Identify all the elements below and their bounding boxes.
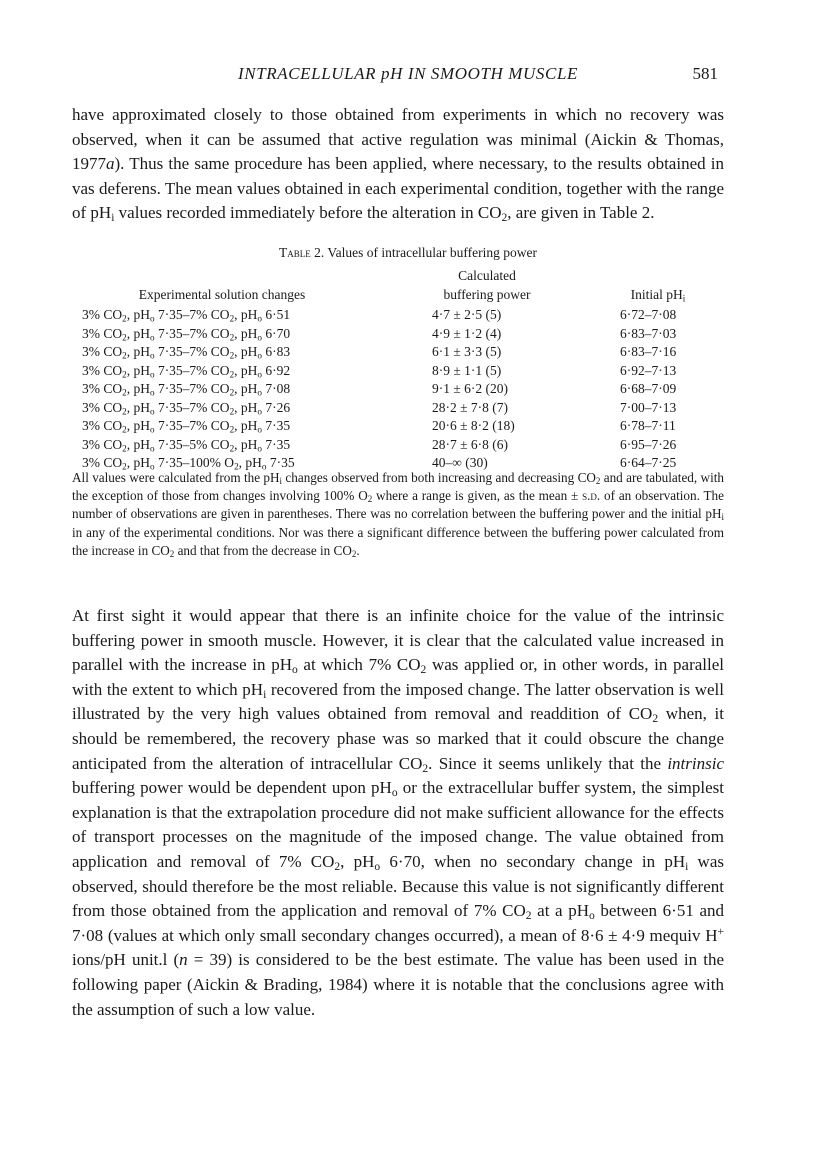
cell-buffering-power: 4·7 ± 2·5 (5)	[432, 307, 502, 322]
column-header-buffering-power: Calculated buffering power	[443, 268, 531, 302]
running-head-title: INTRACELLULAR pH IN SMOOTH MUSCLE	[238, 64, 578, 83]
table-row	[72, 417, 724, 436]
cell-initial-ph: 6·68–7·09	[620, 381, 677, 396]
cell-solution-change: 3% $CO_2$, $pH_o$ 7·35–7% $CO_2$, $pH_o$ 6·70	[82, 325, 291, 342]
table-row	[72, 325, 724, 344]
column-header-solution-changes: Experimental solution changes	[138, 287, 306, 302]
column-header-initial-ph: Initial $pH_i$	[630, 287, 686, 304]
table-row	[72, 306, 724, 325]
table-row	[72, 362, 724, 381]
cell-initial-ph: 6·83–7·16	[620, 344, 677, 359]
cell-solution-change: 3% $CO_2$, $pH_o$ 7·35–7% $CO_2$, $pH_o$ 6·92	[82, 362, 291, 379]
cell-initial-ph: 6·78–7·11	[620, 418, 676, 433]
cell-buffering-power: 28·2 ± 7·8 (7)	[432, 399, 509, 415]
cell-buffering-power: 28·7 ± 6·8 (6)	[432, 436, 509, 452]
table-header-row	[72, 266, 724, 306]
cell-buffering-power: 20·6 ± 8·2 (18)	[432, 418, 515, 433]
table-caption: Table 2. Values of intracellular buffering power	[278, 245, 538, 260]
buffering-power-table	[72, 266, 724, 473]
cell-initial-ph: 6·92–7·13	[620, 362, 677, 378]
paragraph-intro: have approximated closely to those obtained from experiments in which no recovery was observed, when it can be assumed that active regulation was minimal (Aickin & Thomas, 1977a). Thus the same procedure has been applied, where necessary, to the results obtained in vas deferens. The mean values obtained in each experimental condition, together with the range of $pH_i$ values recorded immediately before the alteration in $CO_2$, are given in Table 2.	[72, 105, 724, 225]
cell-solution-change: 3% $CO_2$, $pH_o$ 7·35–7% $CO_2$, $pH_o$ 7·35	[82, 418, 291, 435]
cell-solution-change: 3% $CO_2$, $pH_o$ 7·35–7% $CO_2$, $pH_o$ 6·83	[82, 344, 291, 361]
table-body	[72, 306, 724, 473]
table-footnote: All values were calculated from the $pH_i$ changes observed from both increasing and decreasing $CO_2$ and are tabulated, with the exception of those from changes involving 100% $O_2$ where a range is given, as the mean ± s.d. of an observation. The number of observations are given in parentheses. There was no correlation between the buffering power and the initial $pH_i$ in any of the experimental conditions. Nor was there a significant difference between the buffering power calculated from the increase in $CO_2$ and that from the decrease in $CO_2$.	[72, 470, 724, 560]
cell-solution-change: 3% $CO_2$, $pH_o$ 7·35–7% $CO_2$, $pH_o$ 7·08	[82, 381, 291, 398]
cell-buffering-power: 6·1 ± 3·3 (5)	[432, 344, 502, 359]
table-row	[72, 380, 724, 399]
cell-solution-change: 3% $CO_2$, $pH_o$ 7·35–100% $O_2$, $pH_o$ 7·35	[82, 455, 295, 472]
paragraph-discussion: At first sight it would appear that there is an infinite choice for the value of the intrinsic buffering power in smooth muscle. However, it is clear that the calculated value increased in parallel with the increase in $pH_o$ at which 7% $CO_2$ was applied or, in other words, in parallel with the extent to which $pH_i$ recovered from the imposed change. The latter observation is well illustrated by the very high values obtained from removal and readdition of $CO_2$ when, it should be remembered, the recovery phase was so marked that it could obscure the change anticipated from the alteration of intracellular $CO_2$. Since it seems unlikely that the intrinsic buffering power would be dependent upon $pH_o$ or the extracellular buffer system, the simplest explanation is that the extrapolation procedure did not make sufficient allowance for the effects of transport processes on the magnitude of the imposed change. The value obtained from application and removal of 7% $CO_2$, $pH_o$ 6·70, when no secondary change in $pH_i$ was observed, should therefore be the most reliable. Because this value is not significantly different from those obtained from the application and removal of 7% $CO_2$ at a $pH_o$ between 6·51 and 7·08 (values at which only small secondary changes occurred), a mean of 8·6 ± 4·9 mequiv H+ ions/pH unit.l (n = 39) is considered to be the best estimate. The value has been used in the following paper (Aickin & Brading, 1984) where it is notable that the conclusions agree with the assumption of such a low value.	[72, 606, 725, 1019]
cell-solution-change: 3% $CO_2$, $pH_o$ 7·35–5% $CO_2$, $pH_o$ 7·35	[82, 436, 291, 453]
cell-initial-ph: 6·83–7·03	[620, 325, 677, 341]
cell-initial-ph: 6·72–7·08	[620, 307, 677, 322]
page-number: 581	[692, 64, 718, 83]
cell-initial-ph: 6·95–7·26	[620, 436, 677, 452]
cell-solution-change: 3% $CO_2$, $pH_o$ 7·35–7% $CO_2$, $pH_o$ 6·51	[82, 307, 291, 324]
table-row	[72, 343, 724, 362]
running-head	[0, 64, 816, 86]
cell-initial-ph: 7·00–7·13	[620, 399, 677, 415]
table-row	[72, 436, 724, 455]
table-row	[72, 399, 724, 418]
cell-buffering-power: 9·1 ± 6·2 (20)	[432, 381, 509, 396]
cell-initial-ph: 6·64–7·25	[620, 455, 677, 470]
cell-buffering-power: 8·9 ± 1·1 (5)	[432, 362, 502, 378]
cell-buffering-power: 4·9 ± 1·2 (4)	[432, 325, 502, 341]
cell-solution-change: 3% $CO_2$, $pH_o$ 7·35–7% $CO_2$, $pH_o$ 7·26	[82, 399, 291, 416]
cell-buffering-power: 40–∞ (30)	[432, 455, 488, 470]
